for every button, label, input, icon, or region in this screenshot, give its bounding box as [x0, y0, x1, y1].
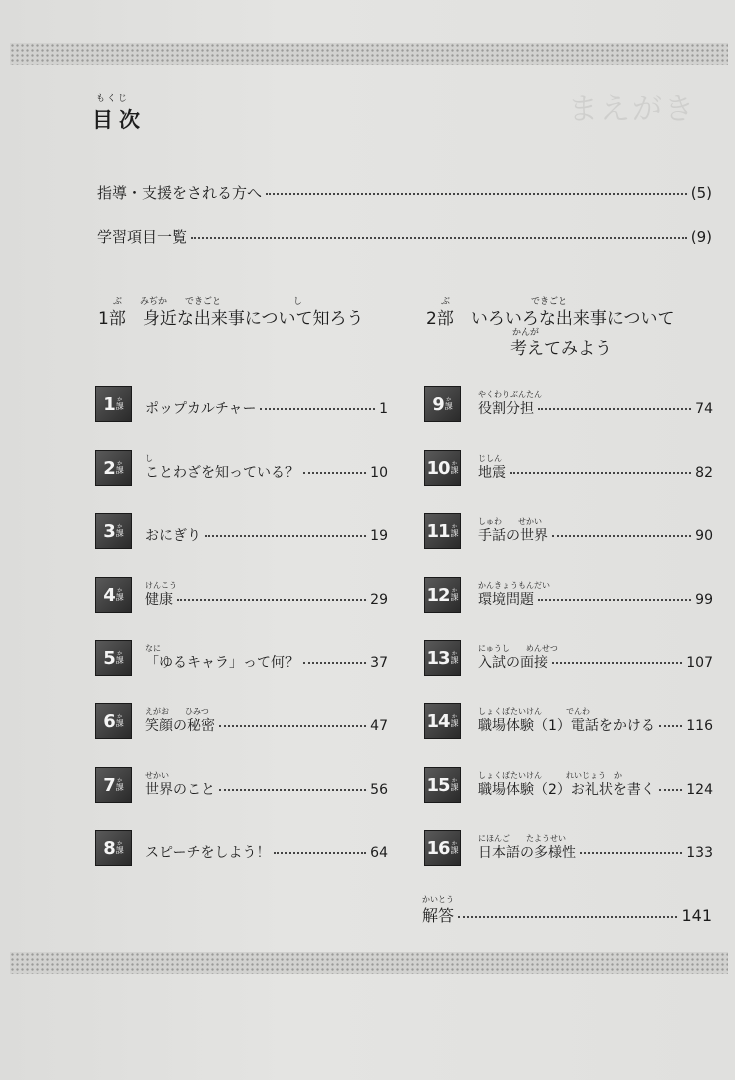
lesson-page: 116 [686, 718, 713, 734]
dot-leader [552, 535, 691, 537]
dot-leader [458, 916, 677, 918]
lesson-number-badge [95, 513, 132, 549]
lesson-title: 職場体験（2）お礼状を書く [478, 782, 655, 798]
bottom-dotted-band [10, 952, 728, 974]
lesson-ka-mark: か 課 [450, 777, 459, 792]
toc-lesson-entry[interactable] [478, 398, 713, 418]
dot-leader [303, 662, 366, 664]
lesson-number-badge [424, 703, 461, 739]
lesson-ka-mark: か 課 [115, 460, 124, 475]
toc-entry-label: 学習項目一覧 [97, 228, 188, 246]
lesson-page: 99 [695, 592, 713, 608]
lesson-title: 手話の世界 [478, 528, 548, 544]
part2-ruby: ぶ できごと [441, 297, 568, 307]
dot-leader [552, 662, 682, 664]
toc-entry-guidance[interactable] [97, 182, 712, 203]
toc-lesson-entry[interactable] [478, 525, 713, 545]
toc-lesson-entry[interactable] [145, 525, 388, 545]
lesson-number: 7 [103, 774, 115, 796]
part2-heading: 2部 いろいろな出来事について [426, 309, 675, 329]
dot-leader [659, 725, 682, 727]
dot-leader [177, 599, 366, 601]
lesson-ka-mark: か 課 [450, 713, 459, 728]
lesson-title-ruby: しょくばたいけん れいじょう か [478, 771, 622, 780]
toc-lesson-entry[interactable] [145, 398, 388, 418]
toc-lesson-entry[interactable] [145, 652, 388, 672]
lesson-page: 19 [370, 528, 388, 544]
toc-lesson-entry[interactable] [145, 589, 388, 609]
dot-leader [274, 852, 366, 854]
lesson-page: 133 [686, 845, 713, 861]
dot-leader [580, 852, 682, 854]
lesson-page: 64 [370, 845, 388, 861]
dot-leader [659, 789, 682, 791]
toc-lesson-entry[interactable] [478, 589, 713, 609]
lesson-number-badge [95, 640, 132, 676]
lesson-page: 47 [370, 718, 388, 734]
lesson-ka-mark: か 課 [450, 460, 459, 475]
toc-title-block [92, 94, 146, 134]
lesson-title: ポップカルチャー [145, 401, 257, 417]
lesson-number: 8 [103, 837, 115, 859]
dot-leader [303, 472, 366, 474]
toc-lesson-entry[interactable] [478, 779, 713, 799]
dot-leader [219, 725, 366, 727]
lesson-number: 12 [426, 584, 450, 606]
lesson-page: 107 [686, 655, 713, 671]
dot-leader [510, 472, 691, 474]
lesson-title: ことわざを知っている？ [145, 465, 299, 481]
lesson-ka-mark: か 課 [115, 713, 124, 728]
toc-lesson-entry[interactable] [478, 715, 713, 735]
lesson-number-badge [424, 830, 461, 866]
dot-leader [205, 535, 366, 537]
title-ruby: もくじ [96, 94, 130, 104]
part2-ruby-2: かんが [512, 328, 540, 338]
lesson-title-ruby: せかい [145, 771, 169, 780]
toc-entry-page: (9) [690, 228, 712, 246]
part1-heading: 1部 身近な出来事について知ろう [98, 309, 364, 329]
lesson-title: 職場体験（1）電話をかける [478, 718, 655, 734]
lesson-number-badge [95, 386, 132, 422]
lesson-ka-mark: か 課 [115, 840, 124, 855]
lesson-number-badge [424, 640, 461, 676]
toc-lesson-entry[interactable] [145, 715, 388, 735]
lesson-page: 90 [695, 528, 713, 544]
lesson-title: 世界のこと [145, 782, 215, 798]
lesson-number: 16 [426, 837, 450, 859]
toc-lesson-entry[interactable] [145, 462, 388, 482]
lesson-number-badge [424, 513, 461, 549]
lesson-title: 入試の面接 [478, 655, 548, 671]
lesson-title-ruby: かんきょうもんだい [478, 581, 550, 590]
lesson-number: 5 [103, 647, 115, 669]
dot-leader [260, 408, 375, 410]
lesson-title: おにぎり [145, 528, 201, 544]
page-title: 目次 [92, 108, 146, 132]
lesson-number: 3 [103, 520, 115, 542]
dot-leader [538, 408, 691, 410]
lesson-page: 1 [379, 401, 388, 417]
lesson-ka-mark: か 課 [450, 650, 459, 665]
lesson-ka-mark: か 課 [450, 840, 459, 855]
lesson-title-ruby: やくわりぶんたん [478, 390, 542, 399]
toc-entry-answers[interactable] [422, 903, 712, 926]
part1-ruby: ぶ みぢか できごと し [113, 297, 303, 307]
lesson-ka-mark: か 課 [444, 396, 453, 411]
lesson-number: 14 [426, 710, 450, 732]
toc-entry-label: 解答 [422, 906, 455, 925]
lesson-ka-mark: か 課 [115, 777, 124, 792]
lesson-title-ruby: なに [145, 644, 161, 653]
lesson-number-badge [424, 386, 461, 422]
lesson-ka-mark: か 課 [115, 396, 124, 411]
toc-lesson-entry[interactable] [478, 462, 713, 482]
lesson-number-badge [95, 767, 132, 803]
dot-leader [266, 193, 687, 195]
lesson-number-badge [95, 703, 132, 739]
toc-entry-items-list[interactable] [97, 226, 712, 247]
lesson-page: 74 [695, 401, 713, 417]
lesson-title-ruby: えがお ひみつ [145, 707, 209, 716]
lesson-title: スピーチをしよう！ [145, 845, 271, 861]
lesson-title: 健康 [145, 592, 173, 608]
part2-heading-line2: 考えてみよう [510, 339, 612, 359]
lesson-number: 13 [426, 647, 450, 669]
lesson-number-badge [424, 767, 461, 803]
lesson-title-ruby: しょくばたいけん でんわ [478, 707, 590, 716]
lesson-page: 37 [370, 655, 388, 671]
lesson-number: 2 [103, 457, 115, 479]
toc-lesson-entry[interactable] [145, 779, 388, 799]
lesson-number-badge [424, 577, 461, 613]
lesson-title-ruby: にほんご たようせい [478, 834, 566, 843]
lesson-number: 11 [426, 520, 450, 542]
dot-leader [191, 237, 687, 239]
lesson-number-badge [95, 830, 132, 866]
bleed-through-text: まえがき [568, 92, 696, 127]
lesson-number-badge [95, 577, 132, 613]
lesson-page: 56 [370, 782, 388, 798]
toc-entry-page: (5) [690, 184, 712, 202]
lesson-page: 29 [370, 592, 388, 608]
lesson-title: 環境問題 [478, 592, 534, 608]
lesson-ka-mark: か 課 [115, 650, 124, 665]
lesson-page: 10 [370, 465, 388, 481]
lesson-ka-mark: か 課 [450, 523, 459, 538]
toc-entry-page: 141 [681, 906, 712, 925]
lesson-title: 日本語の多様性 [478, 845, 576, 861]
toc-lesson-entry[interactable] [145, 842, 388, 862]
toc-entry-label: 指導・支援をされる方へ [97, 184, 263, 202]
lesson-title-ruby: しゅわ せかい [478, 517, 542, 526]
lesson-title: 「ゆるキャラ」って何？ [145, 655, 299, 671]
lesson-page: 82 [695, 465, 713, 481]
lesson-ka-mark: か 課 [115, 523, 124, 538]
dot-leader [538, 599, 691, 601]
answers-ruby: かいとう [422, 895, 454, 904]
lesson-title-ruby: じしん [478, 454, 502, 463]
lesson-number: 4 [103, 584, 115, 606]
dot-leader [219, 789, 366, 791]
toc-lesson-entry[interactable] [478, 652, 713, 672]
top-dotted-band [10, 43, 728, 65]
lesson-page: 124 [686, 782, 713, 798]
lesson-title: 笑顔の秘密 [145, 718, 215, 734]
lesson-ka-mark: か 課 [450, 587, 459, 602]
lesson-ka-mark: か 課 [115, 587, 124, 602]
lesson-title-ruby: けんこう [145, 581, 177, 590]
lesson-number: 15 [426, 774, 450, 796]
lesson-number: 6 [103, 710, 115, 732]
lesson-title-ruby: にゅうし めんせつ [478, 644, 558, 653]
lesson-title: 役割分担 [478, 401, 534, 417]
lesson-title-ruby: し [145, 454, 153, 463]
lesson-number-badge [95, 450, 132, 486]
lesson-title: 地震 [478, 465, 506, 481]
lesson-number: 1 [103, 393, 115, 415]
toc-lesson-entry[interactable] [478, 842, 713, 862]
lesson-number: 9 [432, 393, 444, 415]
lesson-number: 10 [426, 457, 450, 479]
lesson-number-badge [424, 450, 461, 486]
